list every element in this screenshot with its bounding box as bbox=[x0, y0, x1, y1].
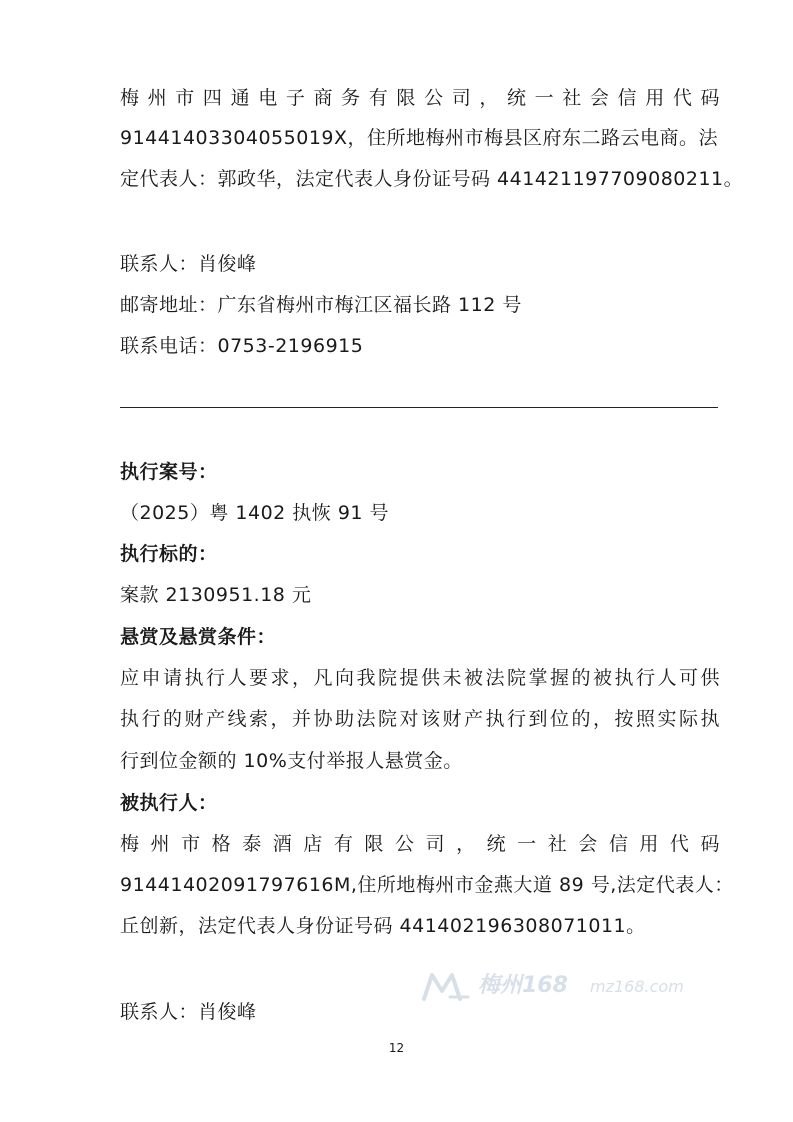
case-number-value: （2025）粤 1402 执恢 91 号 bbox=[120, 502, 390, 524]
party1-line-1: 梅州市四通电子商务有限公司，统一社会信用代码 bbox=[120, 87, 720, 109]
contact1-phone: 联系电话：0753-2196915 bbox=[120, 335, 364, 357]
case-subject-heading: 执行标的： bbox=[120, 543, 218, 565]
watermark-logo-icon bbox=[420, 969, 472, 1003]
contact1-address: 邮寄地址：广东省梅州市梅江区福长路 112 号 bbox=[120, 294, 522, 316]
reward-line-1: 应申请执行人要求，凡向我院提供未被法院掌握的被执行人可供 bbox=[120, 667, 720, 689]
watermark-domain: mz168.com bbox=[590, 977, 684, 996]
watermark-brand: 梅州168 bbox=[478, 973, 568, 998]
section-divider bbox=[120, 407, 718, 408]
contact1-person: 联系人：肖俊峰 bbox=[120, 253, 257, 275]
reward-line-2: 执行的财产线索，并协助法院对该财产执行到位的，按照实际执 bbox=[120, 708, 720, 730]
respondent-line-3: 丘创新，法定代表人身份证号码 441402196308071011。 bbox=[120, 915, 646, 937]
reward-heading: 悬赏及悬赏条件： bbox=[120, 626, 277, 648]
respondent-line-1: 梅州市格泰酒店有限公司，统一社会信用代码 bbox=[120, 833, 720, 855]
case-number-heading: 执行案号： bbox=[120, 461, 218, 483]
reward-line-3: 行到位金额的 10%支付举报人悬赏金。 bbox=[120, 750, 463, 772]
party1-line-2: 91441403304055019X，住所地梅州市梅县区府东二路云电商。法 bbox=[120, 127, 719, 149]
party1-line-3: 定代表人：郭政华，法定代表人身份证号码 441421197709080211。 bbox=[120, 168, 744, 190]
page-number: 12 bbox=[388, 1041, 405, 1055]
contact2-person: 联系人：肖俊峰 bbox=[120, 1001, 257, 1023]
respondent-heading: 被执行人： bbox=[120, 792, 218, 814]
respondent-line-2: 91441402091797616M,住所地梅州市金燕大道 89 号,法定代表人： bbox=[120, 874, 734, 896]
case-subject-value: 案款 2130951.18 元 bbox=[120, 584, 312, 606]
